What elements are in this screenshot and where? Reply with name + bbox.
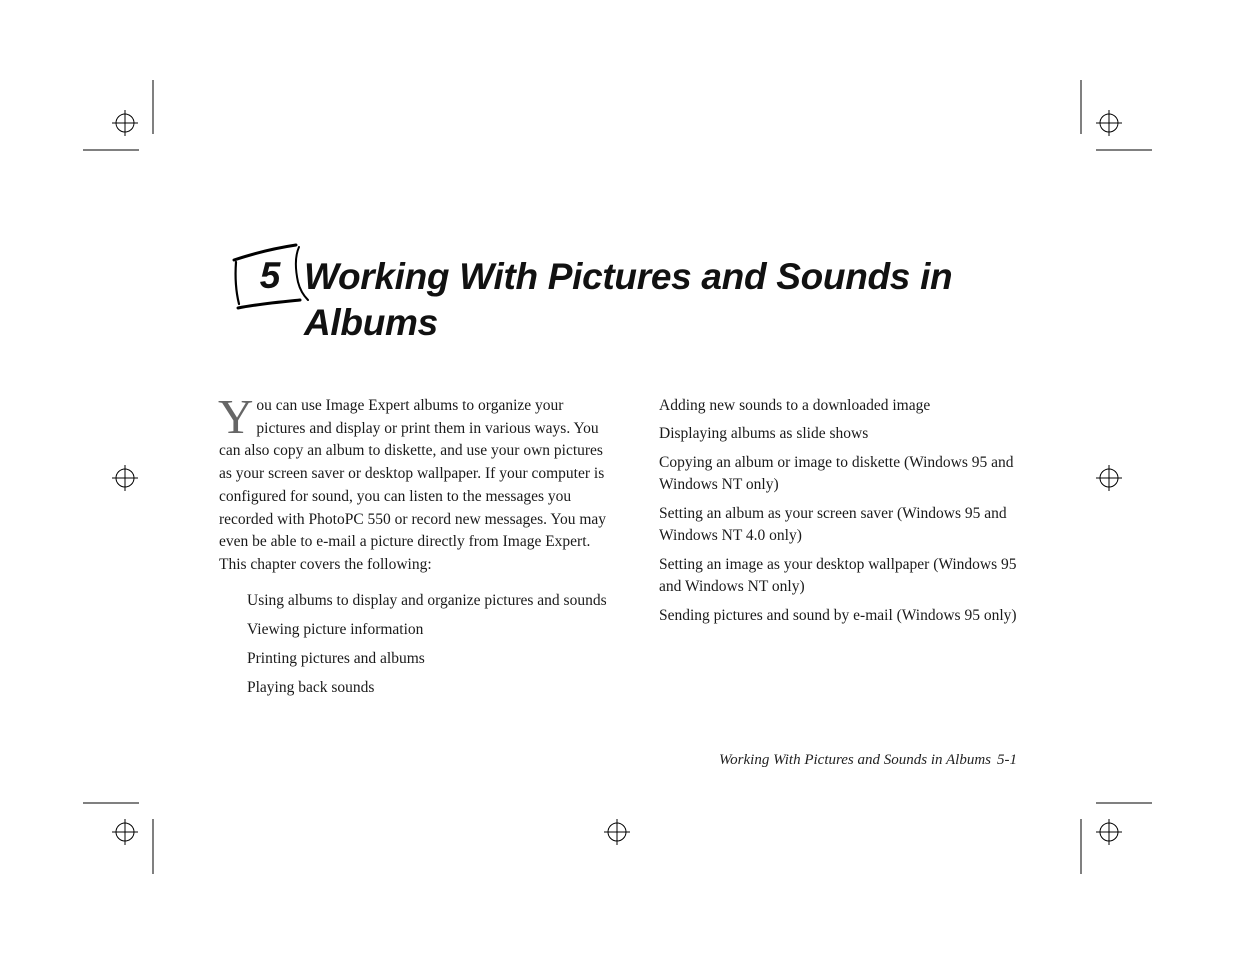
list-item: Using albums to display and organize pictures and sounds bbox=[247, 591, 607, 609]
intro-text: ou can use Image Expert albums to organize your pictures and display or print them in various ways. You can also copy an album to diskette, and use your own pictures as your screen saver or desktop wallpaper. If your computer is configured for sound, you can listen to the messages you recorded with PhotoPC 550 or record new messages. You may even be able to e-mail a picture directly from Image Expert. This chapter covers the following: bbox=[219, 397, 607, 573]
registration-mark-icon bbox=[112, 465, 138, 491]
drop-cap: Y bbox=[218, 389, 254, 444]
topic-list-right bbox=[659, 395, 1019, 627]
page-number: 5-1 bbox=[997, 752, 1017, 768]
topic-list-left bbox=[219, 590, 607, 700]
list-item: Adding new sounds to a downloaded image bbox=[659, 397, 931, 414]
registration-mark-icon bbox=[1096, 465, 1122, 491]
registration-mark-icon bbox=[112, 110, 138, 136]
left-column bbox=[218, 389, 607, 706]
running-title: Working With Pictures and Sounds in Albums bbox=[719, 752, 991, 768]
list-item: Viewing picture information bbox=[247, 620, 424, 638]
intro-paragraph bbox=[218, 389, 607, 577]
list-item: Playing back sounds bbox=[247, 678, 375, 696]
list-item: Copying an album or image to diskette (Windows 95 and Windows NT only) bbox=[659, 453, 1014, 494]
list-item: Displaying albums as slide shows bbox=[659, 425, 869, 443]
chapter-number: 5 bbox=[259, 255, 281, 296]
registration-mark-icon bbox=[1096, 819, 1122, 845]
chapter-title: Working With Pictures and Sounds in Albums bbox=[304, 256, 953, 343]
right-column bbox=[659, 395, 1019, 633]
registration-mark-icon bbox=[1096, 110, 1122, 136]
registration-mark-icon bbox=[112, 819, 138, 845]
list-item: Printing pictures and albums bbox=[247, 649, 425, 667]
page-footer bbox=[600, 749, 1017, 771]
list-item: Sending pictures and sound by e-mail (Windows 95 only) bbox=[659, 606, 1017, 624]
list-item: Setting an image as your desktop wallpaper (Windows 95 and Windows NT only) bbox=[659, 555, 1017, 596]
list-item: Setting an album as your screen saver (Windows 95 and Windows NT 4.0 only) bbox=[659, 504, 1007, 545]
registration-mark-icon bbox=[604, 819, 630, 845]
